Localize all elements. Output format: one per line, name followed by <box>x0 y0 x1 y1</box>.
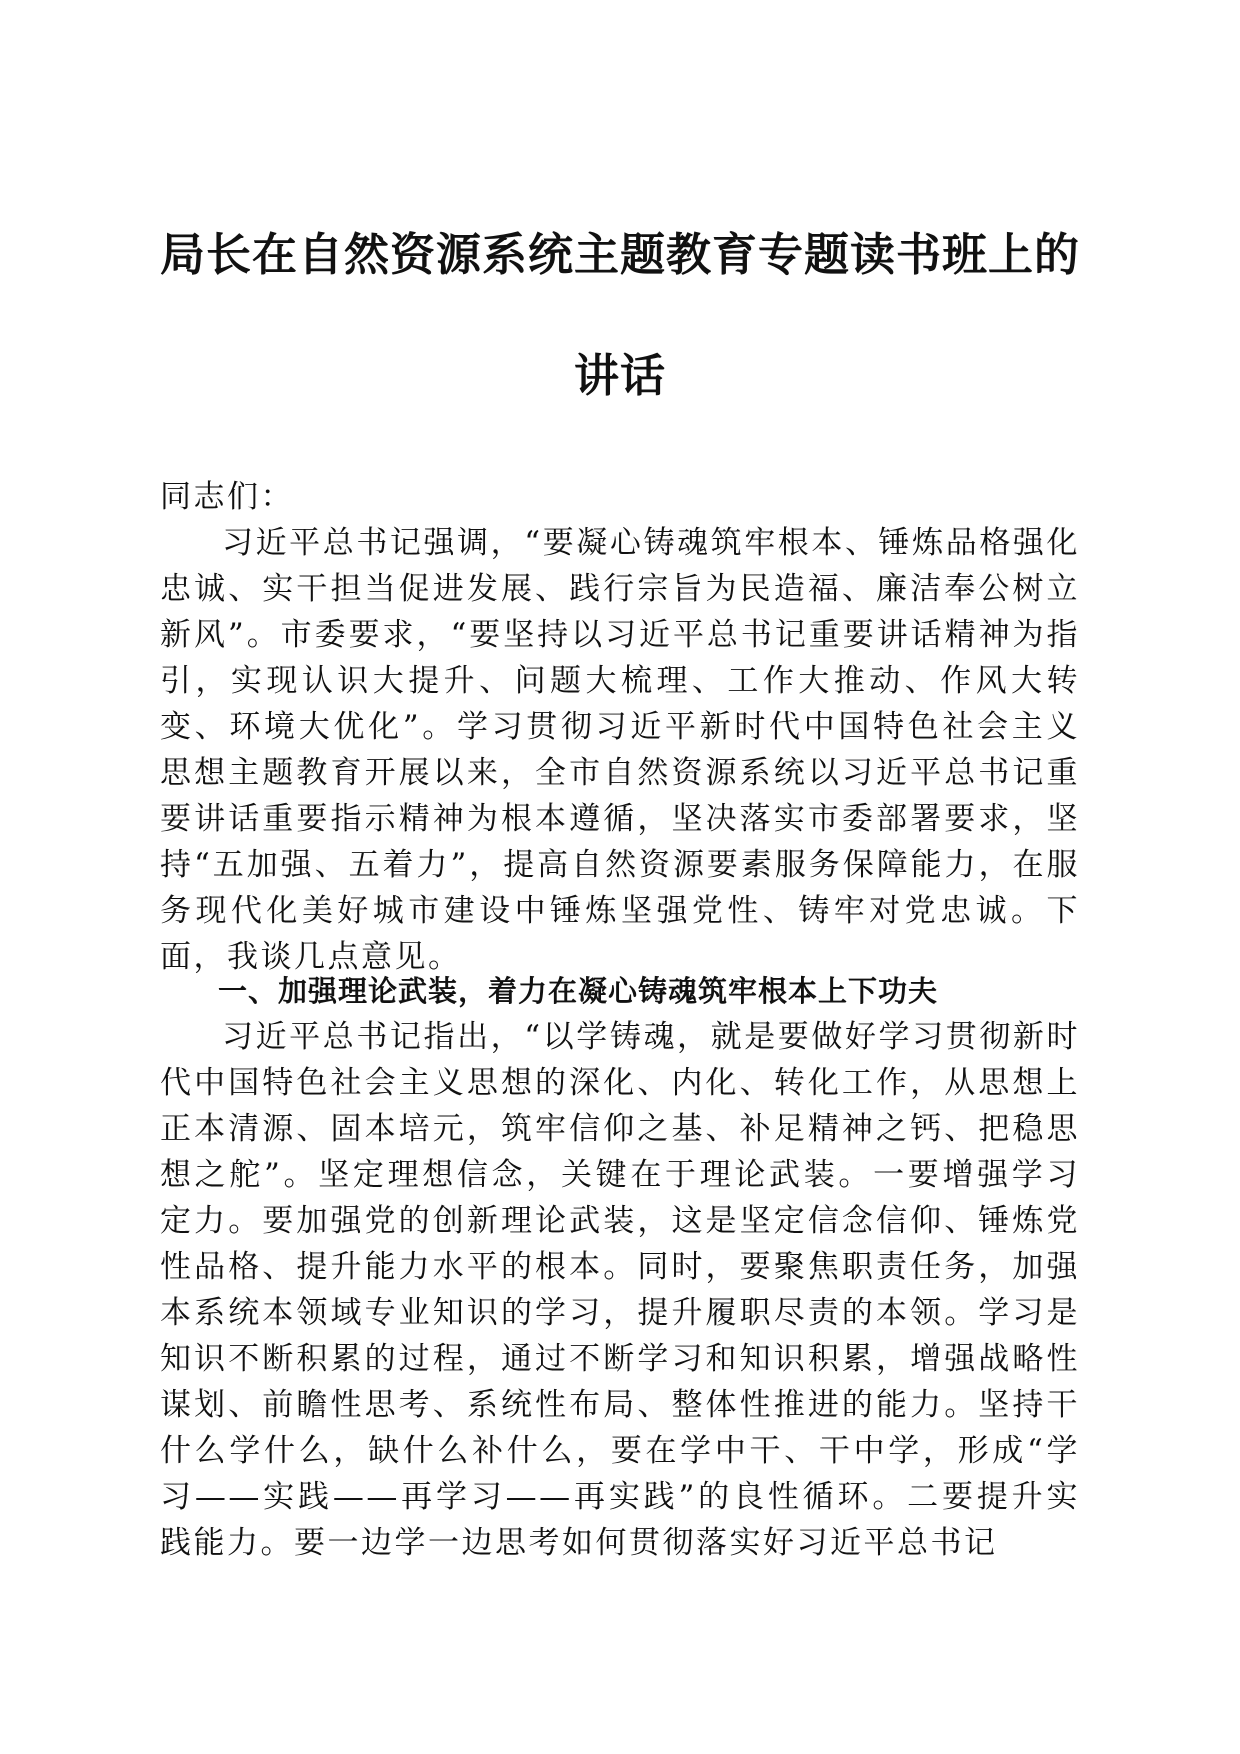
document-title-line-1: 局长在自然资源系统主题教育专题读书班上的 <box>159 228 1080 281</box>
paragraph-intro: 习近平总书记强调，“要凝心铸魂筑牢根本、锤炼品格强化忠诚、实干担当促进发展、践行宗旨为民造福、廉洁奉公树立新风”。市委要求，“要坚持以习近平总书记重要讲话精神为指引，实现认识大提升、问题大梳理、工作大推动、作风大转变、环境大优化”。学习贯彻习近平新时代中国特色社会主义思想主题教育开展以来，全市自然资源系统以习近平总书记重要讲话重要指示精神为根本遵循，坚决落实市委部署要求，坚持“五加强、五着力”，提高自然资源要素服务保障能力，在服务现代化美好城市建设中锤炼坚强党性、铸牢对党忠诚。下面，我谈几点意见。 <box>160 525 1080 975</box>
section-heading-1: 一、加强理论武装，着力在凝心铸魂筑牢根本上下功夫 <box>218 974 939 1008</box>
document-title-line-2: 讲话 <box>573 349 666 402</box>
salutation: 同志们： <box>160 479 294 515</box>
paragraph-section-1: 习近平总书记指出，“以学铸魂，就是要做好学习贯彻新时代中国特色社会主义思想的深化、内化、转化工作，从思想上正本清源、固本培元，筑牢信仰之基、补足精神之钙、把稳思想之舵”。坚定理想信念，关键在于理论武装。一要增强学习定力。要加强党的创新理论武装，这是坚定信念信仰、锤炼党性品格、提升能力水平的根本。同时，要聚焦职责任务，加强本系统本领域专业知识的学习，提升履职尽责的本领。学习是知识不断积累的过程，通过不断学习和知识积累，增强战略性谋划、前瞻性思考、系统性布局、整体性推进的能力。坚持干什么学什么，缺什么补什么，要在学中干、干中学，形成“学习——实践——再学习——再实践”的良性循环。二要提升实践能力。要一边学一边思考如何贯彻落实好习近平总书记 <box>160 1019 1080 1561</box>
